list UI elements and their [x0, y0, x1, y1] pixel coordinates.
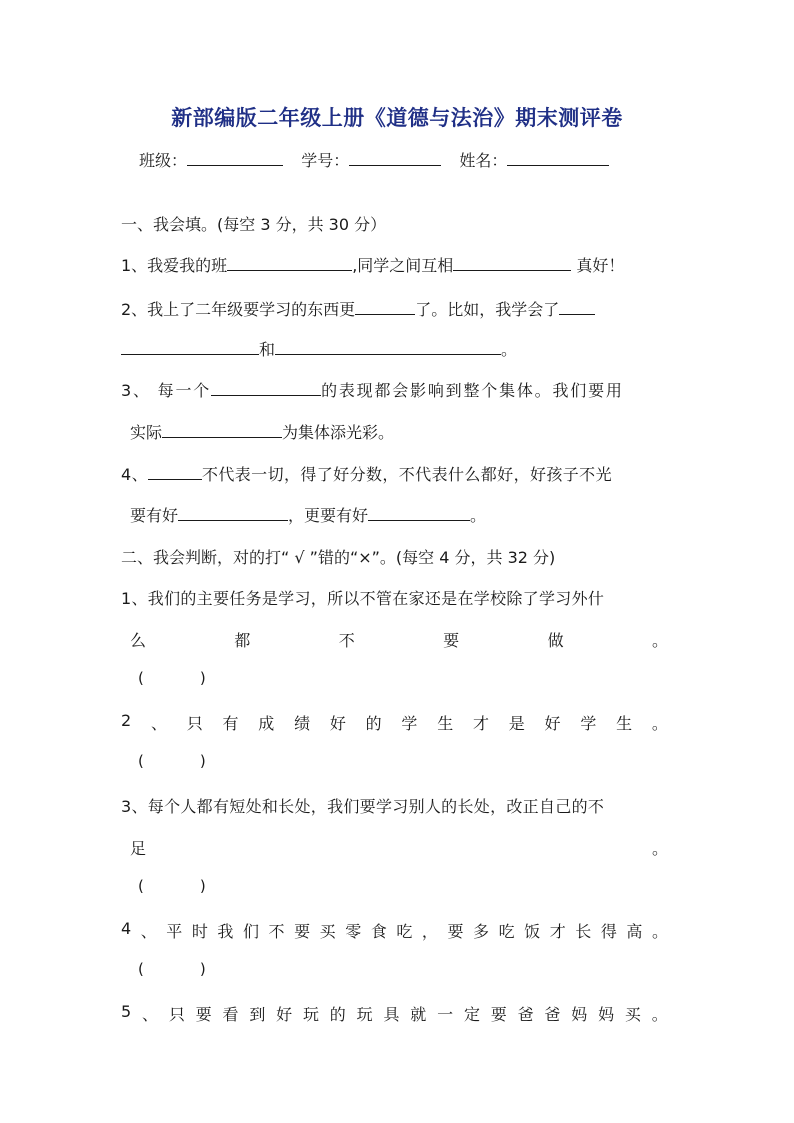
- s1q2-text-b: 了。比如，我学会了: [415, 300, 560, 319]
- s1q1-text-a: 1、我爱我的班: [121, 256, 228, 275]
- s2q1-char: 都: [234, 631, 251, 650]
- s1q3-text-d: 为集体添光彩。: [282, 423, 395, 442]
- s2q4-char: 吃: [498, 922, 515, 941]
- exam-title: 新部编版二年级上册《道德与法治》期末测评卷: [171, 105, 623, 130]
- s1-question-2-cont: [121, 337, 517, 360]
- section2-heading: 二、我会判断，对的打“ √ ”错的“×”。(每空 4 分，共 32 分): [121, 548, 556, 567]
- s1-question-3: [121, 378, 624, 401]
- s2q5-char: 爸: [544, 1005, 561, 1024]
- s2q5-char: 、: [142, 1005, 159, 1024]
- s2q5-char: 定: [463, 1005, 480, 1024]
- s2q2-char: 好: [329, 714, 346, 733]
- paren-close: ): [199, 960, 206, 978]
- s1q3-text-c: 实际: [130, 423, 163, 442]
- name-blank[interactable]: [507, 151, 609, 166]
- s2q4-char: 们: [242, 922, 259, 941]
- s2-question-1: 1、我们的主要任务是学习，所以不管在家还是在学校除了学习外什: [121, 589, 605, 608]
- s1q3-text-b: 的表现都会影响到整个集体。我们要用: [321, 381, 624, 400]
- s1-question-4: [121, 462, 612, 485]
- s2q2-char: 生: [616, 714, 633, 733]
- s2q5-char: 要: [490, 1005, 507, 1024]
- s2q1-answer-parens[interactable]: [138, 669, 206, 687]
- s2q4-char: 平: [166, 922, 183, 941]
- s2-question-2: [121, 711, 668, 734]
- s2q2-char: 才: [472, 714, 489, 733]
- s2q2-answer-parens[interactable]: [138, 752, 206, 770]
- s2q5-char: 只: [168, 1005, 185, 1024]
- s2-question-3: 3、每个人都有短处和长处，我们要学习别人的长处，改正自己的不: [121, 797, 605, 816]
- s2q4-char: 饭: [524, 922, 541, 941]
- s2-question-1-cont: [130, 628, 668, 651]
- s2q2-char: 生: [437, 714, 454, 733]
- s2q4-answer-parens[interactable]: [138, 960, 206, 978]
- s2q4-char: 长: [575, 922, 592, 941]
- class-blank[interactable]: [187, 151, 283, 166]
- s2q4-char: 零: [345, 922, 362, 941]
- s2q4-char: 、: [140, 922, 157, 941]
- s1q2-text-d: 。: [501, 340, 518, 359]
- s2q4-char: 4: [121, 919, 132, 938]
- s2q5-char: 具: [383, 1005, 400, 1024]
- s2q5-char: 一: [437, 1005, 454, 1024]
- s2q5-char: 到: [249, 1005, 266, 1024]
- s1q4-text-e: 。: [470, 506, 487, 525]
- s2q5-char: 就: [410, 1005, 427, 1024]
- s2q5-char: 买: [624, 1005, 641, 1024]
- s1q4-text-b: 不代表一切，得了好分数，不代表什么都好，好孩子不光: [201, 465, 612, 484]
- s1q2-text-c: 和: [259, 340, 276, 359]
- s2q4-char: 买: [319, 922, 336, 941]
- s1-question-1: [121, 253, 624, 276]
- paren-close: ): [199, 669, 206, 687]
- s1q3-text-a: 3、 每一个: [121, 381, 212, 400]
- s2q4-char: 。: [651, 922, 668, 941]
- s1q4-text-d: ，更要有好: [288, 506, 369, 525]
- student-info-line: [139, 148, 609, 171]
- s2q4-char: 食: [370, 922, 387, 941]
- s1q2-blank-2a[interactable]: [559, 300, 595, 315]
- s2q2-char: 好: [544, 714, 561, 733]
- s2q5-char: 看: [222, 1005, 239, 1024]
- s2q2-char: 是: [508, 714, 525, 733]
- s1q4-text-a: 4、: [121, 465, 148, 484]
- s2q3-char: 。: [651, 839, 668, 858]
- s1q3-blank-2[interactable]: [162, 423, 282, 438]
- s2q5-char: 。: [651, 1005, 668, 1024]
- s2q4-char: 才: [549, 922, 566, 941]
- s2q5-char: 妈: [598, 1005, 615, 1024]
- s2q5-char: 玩: [302, 1005, 319, 1024]
- s2q2-char: 的: [365, 714, 382, 733]
- s1-question-2: [121, 297, 595, 320]
- s1q2-blank-2b[interactable]: [121, 340, 259, 355]
- s2q5-char: 的: [329, 1005, 346, 1024]
- s2q4-char: 我: [217, 922, 234, 941]
- s1q3-blank-1[interactable]: [211, 381, 321, 396]
- s1-question-3-cont: [130, 420, 394, 443]
- s2q4-char: 多: [473, 922, 490, 941]
- s1q2-blank-1[interactable]: [355, 300, 415, 315]
- name-label: 姓名：: [459, 151, 508, 170]
- paren-close: ): [199, 752, 206, 770]
- s1q1-text-c: 真好！: [571, 256, 625, 275]
- s2-question-3-cont: [130, 836, 668, 859]
- section1-heading: 一、我会填。(每空 3 分，共 30 分）: [121, 215, 387, 234]
- paren-open: (: [138, 960, 144, 978]
- s2q2-char: 学: [580, 714, 597, 733]
- class-label: 班级：: [139, 151, 188, 170]
- paren-close: ): [199, 877, 206, 895]
- s2q5-char: 玩: [356, 1005, 373, 1024]
- s2q4-char: 要: [294, 922, 311, 941]
- s2q4-char: 不: [268, 922, 285, 941]
- s2q5-char: 妈: [571, 1005, 588, 1024]
- s2q4-char: 得: [600, 922, 617, 941]
- s2q2-char: 绩: [294, 714, 311, 733]
- s2q2-char: 成: [258, 714, 275, 733]
- paren-open: (: [138, 877, 144, 895]
- s2q5-char: 好: [276, 1005, 293, 1024]
- s2q2-char: 、: [150, 714, 167, 733]
- s2q2-char: 学: [401, 714, 418, 733]
- s2q2-char: 只: [186, 714, 203, 733]
- s2q5-char: 5: [121, 1002, 132, 1021]
- s2q2-char: 。: [651, 714, 668, 733]
- s2q2-char: 有: [222, 714, 239, 733]
- s2q1-char: 么: [130, 631, 147, 650]
- s2q1-char: 不: [338, 631, 355, 650]
- s1q1-text-b: ,同学之间互相: [352, 256, 454, 275]
- s2q5-char: 爸: [517, 1005, 534, 1024]
- s1q4-blank-2[interactable]: [178, 506, 288, 521]
- s1q1-blank-2[interactable]: [453, 256, 571, 271]
- s1q4-blank-3[interactable]: [368, 506, 470, 521]
- s2q2-char: 2: [121, 711, 132, 730]
- s1q1-blank-1[interactable]: [227, 256, 352, 271]
- s2q4-char: 要: [447, 922, 464, 941]
- s1q4-text-c: 要有好: [130, 506, 179, 525]
- s2q4-char: ，: [421, 922, 438, 941]
- s1q2-text-a: 2、我上了二年级要学习的东西更: [121, 300, 356, 319]
- s2q4-char: 高: [626, 922, 643, 941]
- s2q1-char: 。: [651, 631, 668, 650]
- paren-open: (: [138, 669, 144, 687]
- number-label: 学号：: [301, 151, 350, 170]
- s2q1-char: 要: [443, 631, 460, 650]
- s2q4-char: 吃: [396, 922, 413, 941]
- s1q2-blank-3[interactable]: [275, 340, 501, 355]
- number-blank[interactable]: [349, 151, 441, 166]
- s2-question-4: [121, 919, 668, 942]
- s2-question-5: [121, 1002, 668, 1025]
- paren-open: (: [138, 752, 144, 770]
- s2q3-char: 足: [130, 839, 147, 858]
- s2q4-char: 时: [191, 922, 208, 941]
- s2q5-char: 要: [195, 1005, 212, 1024]
- s2q1-char: 做: [547, 631, 564, 650]
- s2q3-answer-parens[interactable]: [138, 877, 206, 895]
- s1-question-4-cont: [130, 503, 486, 526]
- s1q4-blank-1[interactable]: [148, 465, 202, 480]
